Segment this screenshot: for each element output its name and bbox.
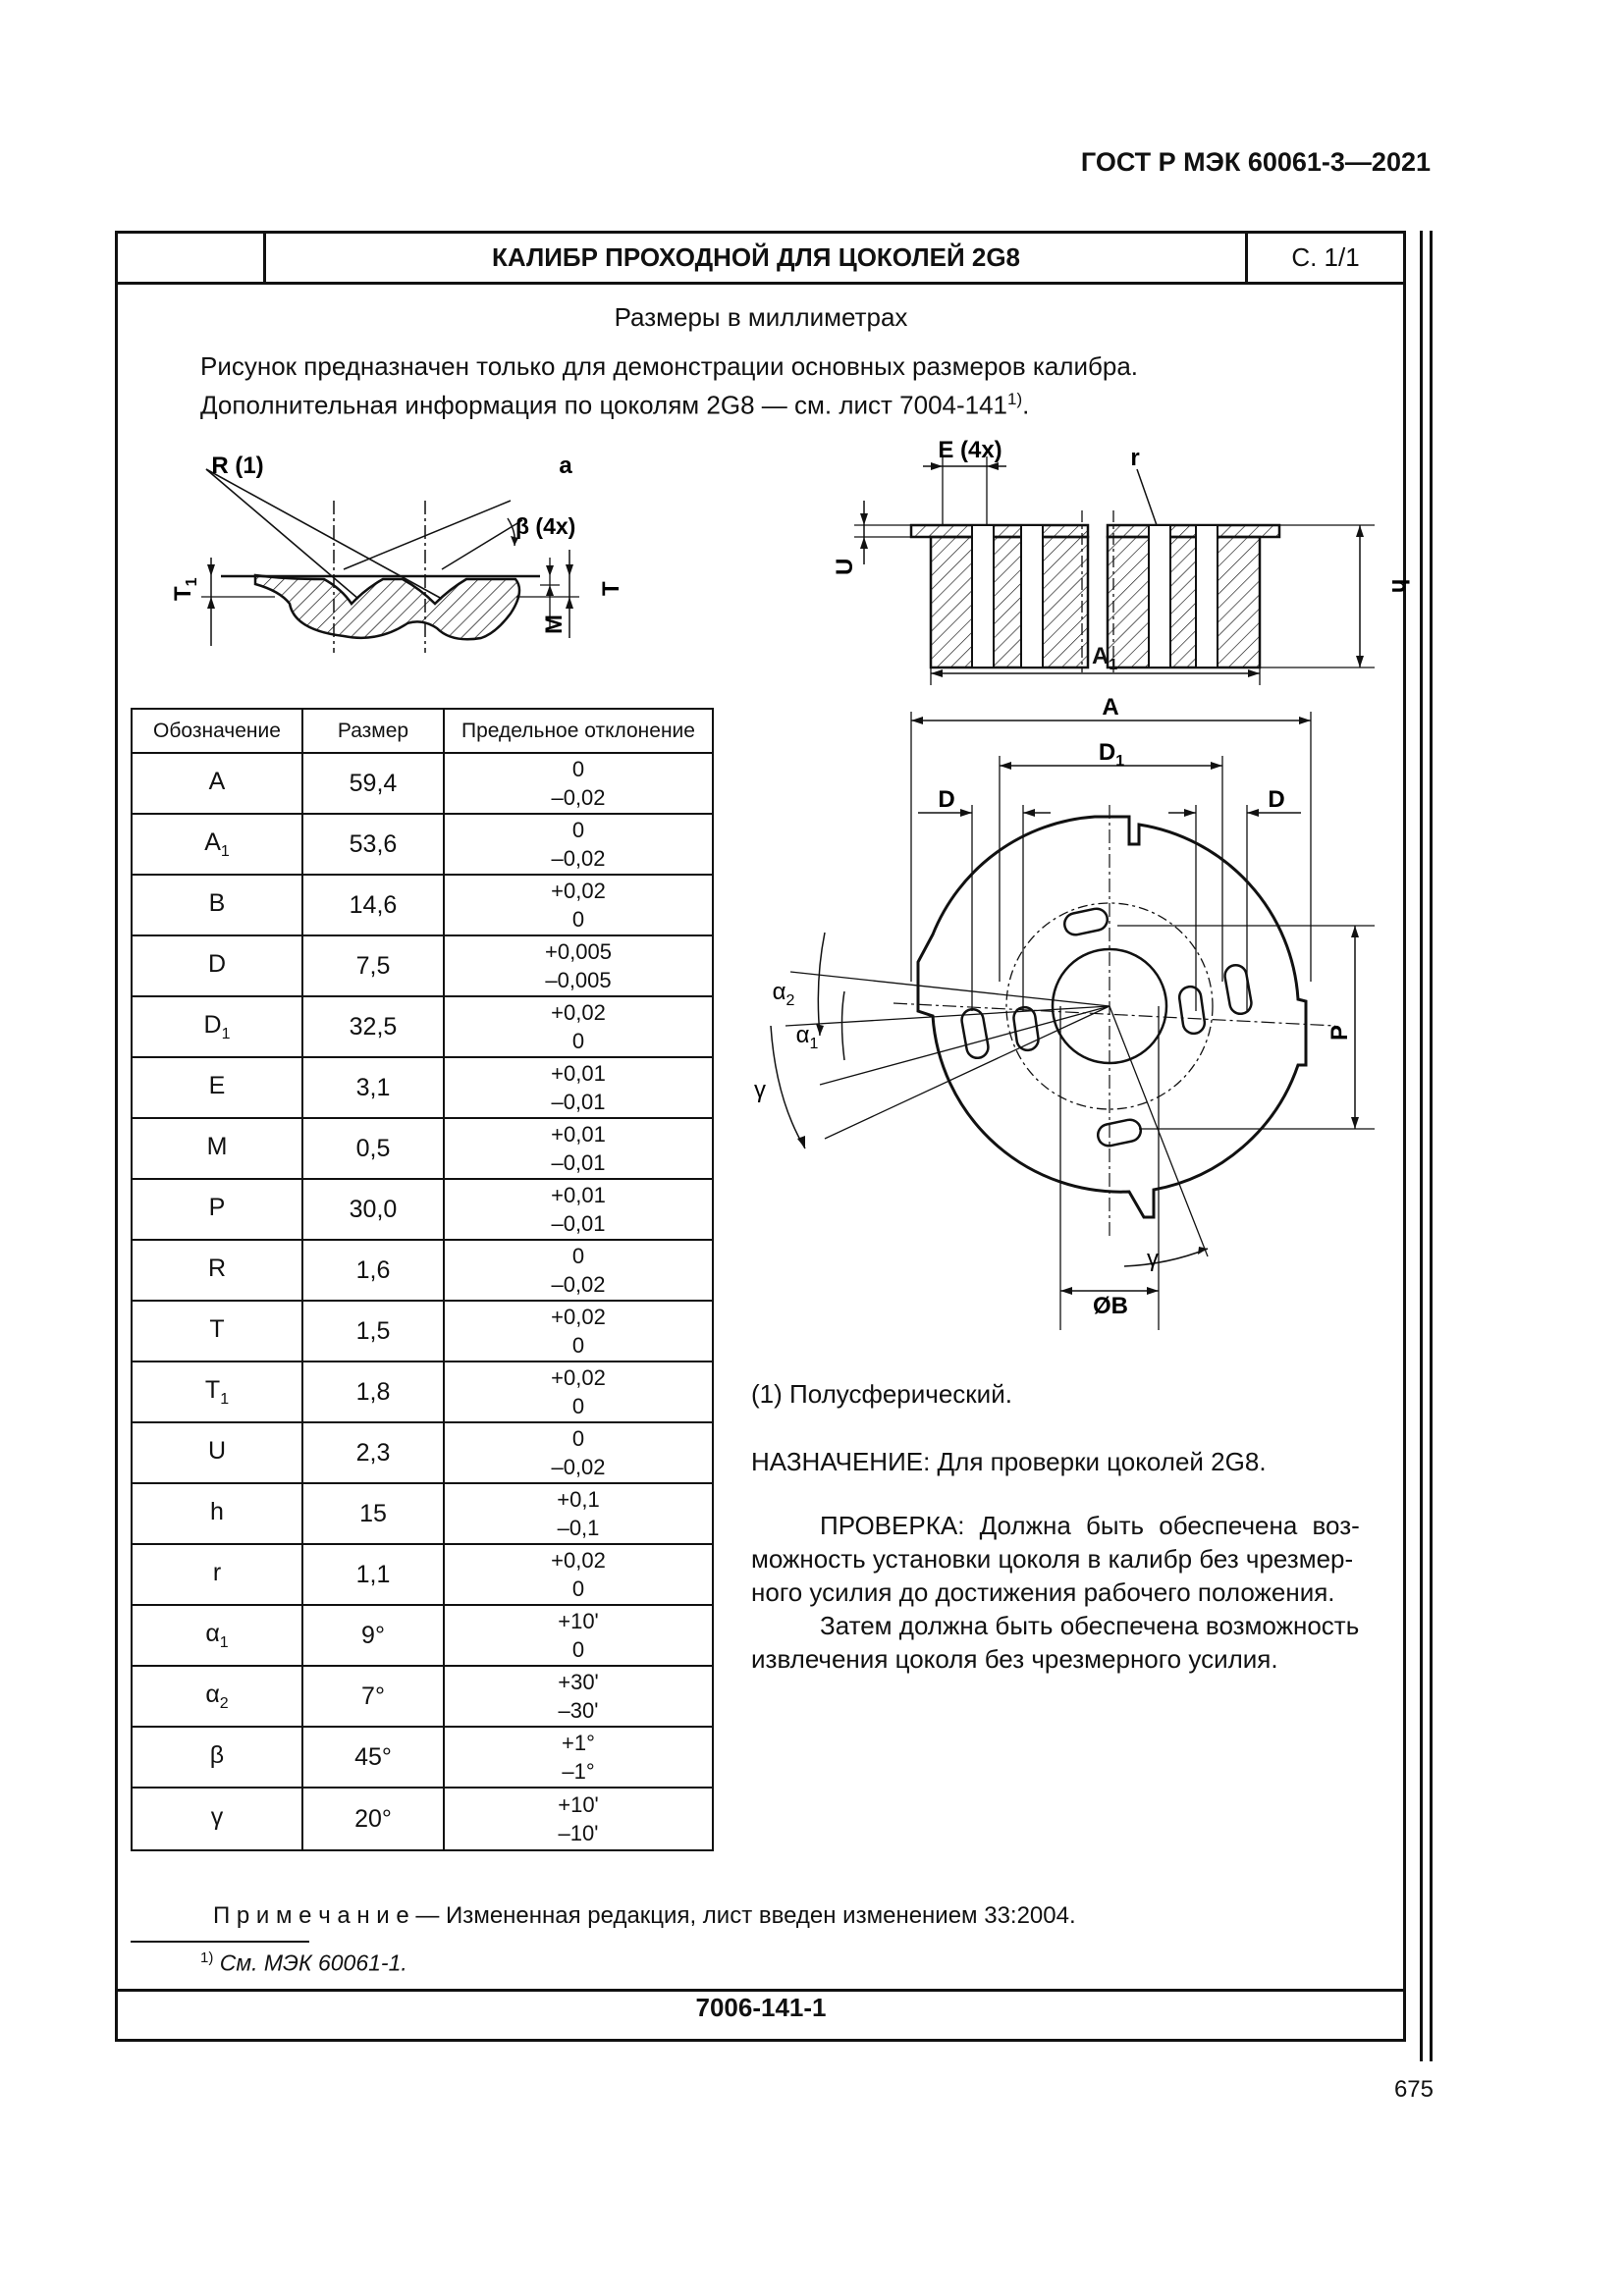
tolerance-lower: –0,01 bbox=[551, 1150, 606, 1175]
units-note: Размеры в миллиметрах bbox=[614, 302, 908, 332]
label-beta: β (4x) bbox=[515, 513, 576, 539]
table-row bbox=[132, 1483, 713, 1544]
table-body bbox=[132, 753, 713, 1850]
tolerance-upper: +0,01 bbox=[551, 1183, 606, 1207]
cell-size: 1,1 bbox=[302, 1544, 444, 1605]
cell-size: 20° bbox=[302, 1788, 444, 1850]
table-row bbox=[132, 814, 713, 875]
footer-divider bbox=[115, 1989, 1406, 1992]
label-a: A bbox=[1102, 694, 1119, 721]
label-u: U bbox=[832, 558, 858, 575]
cell-symbol: R bbox=[132, 1240, 302, 1301]
cell-size: 1,8 bbox=[302, 1362, 444, 1422]
tolerance-lower: –0,02 bbox=[551, 785, 606, 810]
cell-symbol: $D_1$ bbox=[132, 996, 302, 1057]
label-h: h bbox=[1386, 578, 1413, 594]
tolerance-upper: +0,02 bbox=[551, 1305, 606, 1329]
table-row bbox=[132, 935, 713, 996]
table-row bbox=[132, 1118, 713, 1179]
note-check-line-4: Затем должна быть обеспечена возможность bbox=[820, 1611, 1360, 1640]
header-size: Размер bbox=[302, 709, 444, 753]
frame-double-line bbox=[1430, 231, 1433, 2061]
footnote: $^{1)}$ См. МЭК 60061-1. bbox=[200, 1949, 407, 1976]
cell-symbol: T bbox=[132, 1301, 302, 1362]
cell-symbol: U bbox=[132, 1422, 302, 1483]
table-row bbox=[132, 1605, 713, 1666]
note-hemispherical: (1) Полусферический. bbox=[751, 1379, 1012, 1409]
cell-symbol: r bbox=[132, 1544, 302, 1605]
cell-symbol: E bbox=[132, 1057, 302, 1118]
label-gamma-bottom: γ bbox=[1147, 1246, 1159, 1272]
sheet-page: С. 1/1 bbox=[1291, 242, 1360, 272]
table-row bbox=[132, 1666, 713, 1727]
note-purpose: НАЗНАЧЕНИЕ: Для проверки цоколей 2G8. bbox=[751, 1447, 1267, 1476]
intro-line-2: Дополнительная информация по цоколям 2G8 — см. лист 7004-141$^{1)}$. bbox=[200, 390, 1030, 420]
note-check bbox=[751, 1509, 1391, 1676]
cell-size: 32,5 bbox=[302, 996, 444, 1057]
tolerance-lower: –30' bbox=[558, 1698, 599, 1723]
cell-tolerance bbox=[444, 935, 713, 996]
cell-symbol: B bbox=[132, 875, 302, 935]
tolerance-upper: +0,02 bbox=[551, 1365, 606, 1390]
label-e4x: E (4x) bbox=[938, 437, 1002, 463]
table-row bbox=[132, 753, 713, 814]
cell-symbol: P bbox=[132, 1179, 302, 1240]
cell-tolerance bbox=[444, 1057, 713, 1118]
note-check-line-1: ПРОВЕРКА: Должна быть обеспечена воз- bbox=[820, 1511, 1360, 1540]
cell-symbol: h bbox=[132, 1483, 302, 1544]
tolerance-lower: 0 bbox=[571, 1333, 585, 1358]
tolerance-lower: –0,02 bbox=[551, 1272, 606, 1297]
cell-symbol: $\alpha_1$ bbox=[132, 1605, 302, 1666]
cell-symbol: D bbox=[132, 935, 302, 996]
cell-size: 2,3 bbox=[302, 1422, 444, 1483]
cell-tolerance bbox=[444, 1788, 713, 1850]
cell-tolerance bbox=[444, 1362, 713, 1422]
label-diam-b: ØB bbox=[1093, 1293, 1128, 1319]
table-row bbox=[132, 1240, 713, 1301]
tolerance-lower: –0,01 bbox=[551, 1211, 606, 1236]
cell-size: 7° bbox=[302, 1666, 444, 1727]
tolerance-upper: +30' bbox=[558, 1670, 599, 1694]
label-t: T bbox=[598, 581, 624, 596]
standard-number: ГОСТ Р МЭК 60061-3—2021 bbox=[1080, 147, 1431, 177]
cell-size: 3,1 bbox=[302, 1057, 444, 1118]
label-p: P bbox=[1326, 1024, 1353, 1041]
cell-tolerance bbox=[444, 1727, 713, 1788]
label-alpha1: $\alpha_1$ bbox=[795, 1022, 819, 1052]
cell-size: 14,6 bbox=[302, 875, 444, 935]
cell-size: 9° bbox=[302, 1605, 444, 1666]
tolerance-upper: 0 bbox=[571, 1426, 585, 1451]
tolerance-lower: –0,02 bbox=[551, 1455, 606, 1479]
cell-tolerance bbox=[444, 1240, 713, 1301]
cell-symbol: $\alpha_2$ bbox=[132, 1666, 302, 1727]
footnote-rule bbox=[131, 1941, 309, 1943]
cell-tolerance bbox=[444, 1118, 713, 1179]
table-row bbox=[132, 1544, 713, 1605]
note-check-line-2: можность установки цоколя в калибр без чрезмер- bbox=[751, 1544, 1354, 1574]
detail-a-drawing bbox=[157, 442, 668, 663]
label-a1: $A_1$ bbox=[1092, 643, 1118, 673]
remark: П р и м е ч а н и е — Измененная редакция, лист введен изменением 33:2004. bbox=[213, 1902, 1076, 1929]
cell-size: 59,4 bbox=[302, 753, 444, 814]
tolerance-upper: +0,02 bbox=[551, 1000, 606, 1025]
table-row bbox=[132, 1179, 713, 1240]
tolerance-upper: +10' bbox=[558, 1609, 599, 1633]
label-alpha2: $\alpha_2$ bbox=[772, 979, 795, 1009]
tolerance-upper: +0,02 bbox=[551, 879, 606, 903]
table-row bbox=[132, 1362, 713, 1422]
label-r: r bbox=[1130, 445, 1140, 471]
cell-size: 7,5 bbox=[302, 935, 444, 996]
table-row bbox=[132, 1422, 713, 1483]
tolerance-lower: 0 bbox=[571, 1394, 585, 1418]
tolerance-upper: +0,01 bbox=[551, 1122, 606, 1147]
cell-size: 1,5 bbox=[302, 1301, 444, 1362]
header-symbol: Обозначение bbox=[132, 709, 302, 753]
cell-tolerance bbox=[444, 1544, 713, 1605]
frame-double-line bbox=[1420, 231, 1423, 2061]
tolerance-upper: +1° bbox=[562, 1731, 595, 1755]
label-m: M bbox=[541, 614, 568, 634]
tolerance-lower: –10' bbox=[558, 1821, 599, 1845]
cell-tolerance bbox=[444, 1666, 713, 1727]
cell-tolerance bbox=[444, 1483, 713, 1544]
cell-tolerance bbox=[444, 753, 713, 814]
cell-tolerance bbox=[444, 1301, 713, 1362]
header-tolerance: Предельное отклонение bbox=[444, 709, 713, 753]
cell-symbol: γ bbox=[132, 1788, 302, 1850]
cell-tolerance bbox=[444, 875, 713, 935]
plan-view-drawing bbox=[746, 687, 1394, 1325]
tolerance-upper: +0,01 bbox=[551, 1061, 606, 1086]
label-d-left: D bbox=[938, 786, 955, 813]
page-number: 675 bbox=[1393, 2076, 1434, 2103]
cell-size: 53,6 bbox=[302, 814, 444, 875]
tolerance-lower: 0 bbox=[571, 907, 585, 932]
tolerance-lower: –0,005 bbox=[545, 968, 612, 992]
tolerance-upper: +0,005 bbox=[545, 939, 612, 964]
tolerance-lower: –1° bbox=[562, 1759, 595, 1784]
sheet-code: 7006-141-1 bbox=[695, 1993, 827, 2022]
cell-size: 0,5 bbox=[302, 1118, 444, 1179]
cell-size: 30,0 bbox=[302, 1179, 444, 1240]
tolerance-lower: 0 bbox=[571, 1576, 585, 1601]
label-detail-a: a bbox=[559, 453, 572, 479]
cell-symbol: $A_1$ bbox=[132, 814, 302, 875]
sheet-title: КАЛИБР ПРОХОДНОЙ ДЛЯ ЦОКОЛЕЙ 2G8 bbox=[491, 242, 1021, 272]
label-t1: $T_1$ bbox=[170, 577, 200, 601]
tolerance-upper: +10' bbox=[558, 1792, 599, 1817]
table-row bbox=[132, 1057, 713, 1118]
cell-tolerance bbox=[444, 814, 713, 875]
tolerance-upper: 0 bbox=[571, 757, 585, 781]
label-d1: $D_1$ bbox=[1098, 739, 1125, 770]
tolerance-upper: 0 bbox=[571, 1244, 585, 1268]
tolerance-lower: –0,02 bbox=[551, 846, 606, 871]
tolerance-upper: +0,02 bbox=[551, 1548, 606, 1573]
tolerance-lower: –0,1 bbox=[557, 1516, 600, 1540]
tolerance-lower: 0 bbox=[571, 1029, 585, 1053]
cell-tolerance bbox=[444, 1605, 713, 1666]
cell-symbol: β bbox=[132, 1727, 302, 1788]
cell-size: 15 bbox=[302, 1483, 444, 1544]
cell-symbol: M bbox=[132, 1118, 302, 1179]
dimensions-table bbox=[131, 708, 714, 1851]
cell-tolerance bbox=[444, 1422, 713, 1483]
label-d-right: D bbox=[1268, 786, 1285, 813]
cell-size: 1,6 bbox=[302, 1240, 444, 1301]
cell-tolerance bbox=[444, 1179, 713, 1240]
label-r1: R (1) bbox=[211, 453, 264, 479]
table-row bbox=[132, 996, 713, 1057]
table-row bbox=[132, 1788, 713, 1850]
tolerance-lower: –0,01 bbox=[551, 1090, 606, 1114]
tolerance-upper: +0,1 bbox=[557, 1487, 600, 1512]
cell-size: 45° bbox=[302, 1727, 444, 1788]
note-check-line-5: извлечения цоколя без чрезмерного усилия. bbox=[751, 1644, 1278, 1674]
cell-symbol: A bbox=[132, 753, 302, 814]
tolerance-upper: 0 bbox=[571, 818, 585, 842]
tolerance-lower: 0 bbox=[571, 1637, 585, 1662]
note-check-line-3: ного усилия до достижения рабочего положения. bbox=[751, 1577, 1335, 1607]
cell-tolerance bbox=[444, 996, 713, 1057]
table-row bbox=[132, 1301, 713, 1362]
cell-symbol: $T_1$ bbox=[132, 1362, 302, 1422]
title-divider bbox=[115, 282, 1406, 285]
table-row bbox=[132, 1727, 713, 1788]
intro-line-1: Рисунок предназначен только для демонстрации основных размеров калибра. bbox=[200, 351, 1139, 381]
label-gamma-left: γ bbox=[754, 1077, 766, 1103]
table-row bbox=[132, 875, 713, 935]
